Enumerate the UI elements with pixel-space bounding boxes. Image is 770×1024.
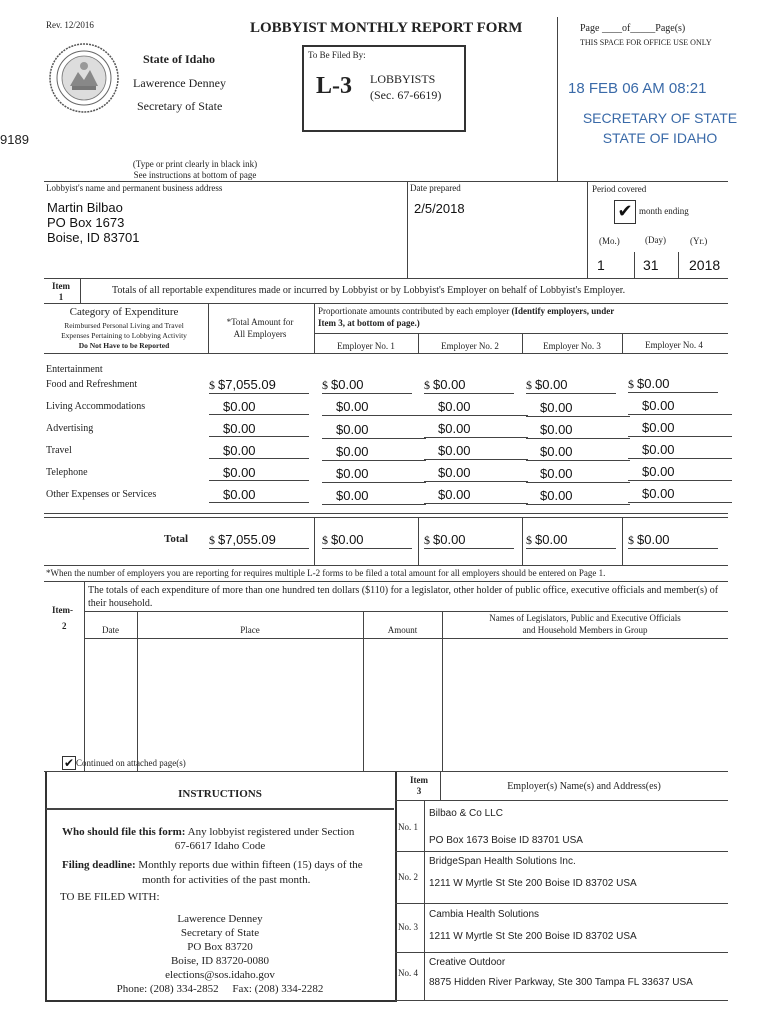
filing-phone-fax: Phone: (208) 334-2852 Fax: (208) 334-2282 [116, 983, 324, 995]
category-note-1: Reimbursed Personal Living and Travel [64, 321, 184, 330]
divider [44, 181, 728, 182]
divider [587, 181, 588, 278]
item-1-label: Item [52, 281, 70, 291]
filed-by-box [302, 45, 466, 132]
item-1-description: Totals of all reportable expenditures made or incurred by Lobbyist or by Lobbyist's Employer on behalf of Lobbyist's Employer. [112, 285, 626, 296]
advertising-employer-1-field[interactable]: $0.00 [322, 422, 426, 439]
divider [84, 638, 728, 639]
received-date-stamp: 18 FEB 06 AM 08:21 [568, 80, 707, 97]
period-month-value[interactable]: 1 [597, 257, 605, 273]
divider [395, 952, 728, 953]
day-label: (Day) [645, 235, 666, 245]
divider [44, 278, 728, 279]
divider [418, 517, 419, 565]
item-1-number: 1 [58, 292, 64, 302]
divider [622, 517, 623, 565]
divider [44, 581, 728, 582]
total-employer-1-field[interactable]: $ $0.00 [322, 532, 412, 549]
date-prepared-value[interactable]: 2/5/2018 [414, 201, 465, 216]
filing-address-city: Boise, ID 83720-0080 [170, 955, 270, 967]
date-column-header: Date [102, 625, 119, 635]
food-total-field[interactable]: $ $7,055.09 [209, 377, 309, 394]
page-count-label: Page ____of_____Page(s) [580, 23, 686, 34]
employer-2-header: Employer No. 2 [441, 341, 499, 351]
employer-2-address[interactable]: 1211 W Myrtle St Ste 200 Boise ID 83702 USA [429, 878, 637, 889]
travel-employer-2-field[interactable]: $0.00 [424, 443, 528, 460]
food-employer-3-field[interactable]: $ $0.00 [526, 377, 616, 394]
employer-3-header: Employer No. 3 [543, 341, 601, 351]
employer-1-name[interactable]: Bilbao & Co LLC [429, 808, 503, 819]
employer-1-number: No. 1 [398, 822, 418, 832]
employer-4-address[interactable]: 8875 Hidden River Parkway, Ste 300 Tampa FL 33637 USA [429, 977, 693, 988]
revision-label: Rev. 12/2016 [46, 20, 94, 30]
state-seal-icon [48, 42, 120, 114]
continued-checkbox[interactable]: ✔ [63, 756, 75, 770]
office-use-label: THIS SPACE FOR OFFICE USE ONLY [580, 38, 712, 47]
secretary-name: Lawerence Denney [133, 76, 226, 90]
lobbyist-address-label: Lobbyist's name and permanent business address [46, 183, 223, 193]
employer-4-name[interactable]: Creative Outdoor [429, 957, 506, 968]
month-ending-checkbox[interactable]: ✔ [614, 200, 636, 224]
food-employer-4-field[interactable]: $ $0.00 [628, 376, 718, 393]
form-type: LOBBYISTS [370, 72, 436, 86]
amount-column-header: Amount [387, 625, 418, 635]
employers-header: Employer(s) Name(s) and Address(es) [507, 781, 661, 792]
period-day-value[interactable]: 31 [643, 257, 659, 273]
divider [208, 303, 209, 353]
food-employer-2-field[interactable]: $ $0.00 [424, 377, 514, 394]
state-name: State of Idaho [143, 52, 216, 66]
month-ending-label: month ending [639, 206, 689, 216]
place-column-header: Place [240, 625, 260, 635]
lobbyist-address-line-2[interactable]: Boise, ID 83701 [47, 230, 140, 245]
telephone-employer-4-field[interactable]: $0.00 [628, 464, 732, 481]
employer-2-name[interactable]: BridgeSpan Health Solutions Inc. [429, 856, 576, 867]
total-employer-3-field[interactable]: $ $0.00 [526, 532, 616, 549]
divider [395, 851, 728, 852]
divider [395, 1000, 728, 1001]
form-code: L-3 [316, 73, 352, 99]
secretary-title: Secretary of State [137, 99, 223, 113]
divider [137, 611, 138, 771]
divider [84, 581, 85, 611]
divider [44, 565, 728, 566]
instructions-note: See instructions at bottom of page [133, 170, 257, 180]
living-employer-4-field[interactable]: $0.00 [628, 398, 732, 415]
other-employer-4-field[interactable]: $0.00 [628, 486, 732, 503]
item-1-footnote: *When the number of employers you are reporting for requires multiple L-2 forms to be filed a total amount for all employers should be entered on Page 1. [46, 568, 606, 578]
period-year-value[interactable]: 2018 [689, 257, 721, 273]
row-advertising-label: Advertising [46, 423, 94, 434]
divider [84, 611, 85, 771]
divider [522, 517, 523, 565]
telephone-employer-3-field[interactable]: $0.00 [526, 466, 630, 483]
item-2-label: Item- [52, 605, 73, 615]
item-3-number: 3 [416, 786, 422, 796]
employer-4-header: Employer No. 4 [645, 340, 703, 350]
row-entertainment-label: Entertainment [46, 364, 103, 375]
divider [44, 303, 728, 304]
other-employer-3-field[interactable]: $0.00 [526, 488, 630, 505]
stamp-line-2: STATE OF IDAHO [602, 130, 718, 146]
filing-deadline: Filing deadline: Monthly reports due within fifteen (15) days of the [62, 859, 363, 871]
proportionate-header-2: Item 3, at bottom of page.) [318, 318, 420, 328]
who-should-file-2: 67-6617 Idaho Code [174, 840, 266, 852]
divider [678, 252, 679, 278]
employer-3-number: No. 3 [398, 922, 418, 932]
other-total-field[interactable]: $0.00 [209, 487, 309, 503]
proportionate-header: Proportionate amounts contributed by each employer (Identify employers, under [318, 306, 615, 316]
filing-address-title: Secretary of State [180, 927, 260, 939]
living-employer-1-field[interactable]: $0.00 [322, 399, 426, 416]
divider [634, 252, 635, 278]
row-other-label: Other Expenses or Services [46, 489, 157, 500]
employer-3-name[interactable]: Cambia Health Solutions [429, 909, 540, 920]
names-column-header-2: and Household Members in Group [522, 625, 648, 635]
total-employer-2-field[interactable]: $ $0.00 [424, 532, 514, 549]
employer-2-number: No. 2 [398, 872, 418, 882]
divider [44, 513, 728, 514]
office-use-divider [557, 17, 558, 181]
divider [314, 333, 728, 334]
instructions-box [45, 772, 397, 1002]
total-amount-header: *Total Amount for [226, 317, 294, 327]
lobbyist-address-line-1[interactable]: PO Box 1673 [47, 215, 125, 230]
advertising-employer-3-field[interactable]: $0.00 [526, 422, 630, 439]
total-employer-4-field[interactable]: $ $0.00 [628, 532, 718, 549]
lobbyist-name[interactable]: Martin Bilbao [47, 200, 123, 215]
total-label: Total [164, 533, 189, 545]
filed-by-label: To Be Filed By: [308, 50, 366, 60]
food-employer-1-field[interactable]: $ $0.00 [322, 377, 412, 394]
travel-employer-4-field[interactable]: $0.00 [628, 442, 732, 459]
other-employer-1-field[interactable]: $0.00 [322, 488, 426, 505]
advertising-employer-4-field[interactable]: $0.00 [628, 420, 732, 437]
advertising-total-field[interactable]: $0.00 [209, 421, 309, 437]
divider [424, 800, 425, 1000]
divider [44, 517, 728, 518]
row-food-label: Food and Refreshment [46, 379, 138, 390]
stamp-line-1: SECRETARY OF STATE [582, 110, 738, 126]
month-label: (Mo.) [599, 236, 620, 246]
form-title: LOBBYIST MONTHLY REPORT FORM [250, 20, 523, 36]
employer-3-address[interactable]: 1211 W Myrtle St Ste 200 Boise ID 83702 USA [429, 931, 637, 942]
instructions-title: INSTRUCTIONS [178, 788, 262, 800]
divider [84, 611, 728, 612]
continued-label: Continued on attached page(s) [76, 758, 186, 768]
divider [442, 611, 443, 771]
category-note-3: Do Not Have to be Reported [78, 341, 170, 350]
filing-address-box: PO Box 83720 [187, 941, 253, 953]
living-employer-2-field[interactable]: $0.00 [424, 399, 528, 416]
travel-employer-3-field[interactable]: $0.00 [526, 444, 630, 461]
divider [44, 353, 728, 354]
row-telephone-label: Telephone [46, 467, 88, 478]
living-total-field[interactable]: $0.00 [209, 399, 309, 415]
item-2-number: 2 [62, 621, 67, 631]
grand-total-field[interactable]: $ $7,055.09 [209, 532, 309, 549]
divider [395, 800, 728, 801]
advertising-employer-2-field[interactable]: $0.00 [424, 421, 528, 438]
all-employers-header: All Employers [233, 329, 287, 339]
item-3-label: Item [410, 775, 428, 785]
employer-1-address[interactable]: PO Box 1673 Boise ID 83701 USA [429, 835, 583, 846]
period-covered-label: Period covered [592, 184, 647, 194]
divider [395, 903, 728, 904]
date-prepared-label: Date prepared [410, 183, 461, 193]
year-label: (Yr.) [690, 236, 708, 246]
side-number: 9189 [0, 132, 29, 147]
divider [407, 181, 408, 278]
form-section: (Sec. 67-6619) [370, 88, 442, 102]
travel-employer-1-field[interactable]: $0.00 [322, 444, 426, 461]
employer-4-number: No. 4 [398, 968, 418, 978]
divider [363, 611, 364, 771]
telephone-total-field[interactable]: $0.00 [209, 465, 309, 481]
employer-1-header: Employer No. 1 [337, 341, 395, 351]
row-travel-label: Travel [46, 445, 72, 456]
item-2-description: The totals of each expenditure of more than one hundred ten dollars ($110) for a legislator, other holder of public office, executive officials and member(s) of their household. [88, 585, 719, 609]
filing-deadline-2: month for activities of the past month. [142, 874, 311, 886]
divider [314, 517, 315, 565]
travel-total-field[interactable]: $0.00 [209, 443, 309, 459]
telephone-employer-1-field[interactable]: $0.00 [322, 466, 426, 483]
living-employer-3-field[interactable]: $0.00 [526, 400, 630, 417]
filing-address-name: Lawerence Denney [177, 913, 263, 925]
row-living-label: Living Accommodations [46, 401, 146, 412]
category-note-2: Expenses Pertaining to Lobbying Activity [61, 331, 187, 340]
names-column-header: Names of Legislators, Public and Executive Officials [489, 613, 681, 623]
category-header: Category of Expenditure [69, 306, 179, 318]
divider [46, 808, 394, 810]
who-should-file: Who should file this form: Any lobbyist registered under Section [62, 826, 355, 838]
print-note: (Type or print clearly in black ink) [132, 159, 258, 169]
telephone-employer-2-field[interactable]: $0.00 [424, 465, 528, 482]
filing-email[interactable]: elections@sos.idaho.gov [165, 969, 275, 981]
filed-with-label: TO BE FILED WITH: [60, 891, 160, 903]
divider [80, 278, 81, 303]
other-employer-2-field[interactable]: $0.00 [424, 487, 528, 504]
